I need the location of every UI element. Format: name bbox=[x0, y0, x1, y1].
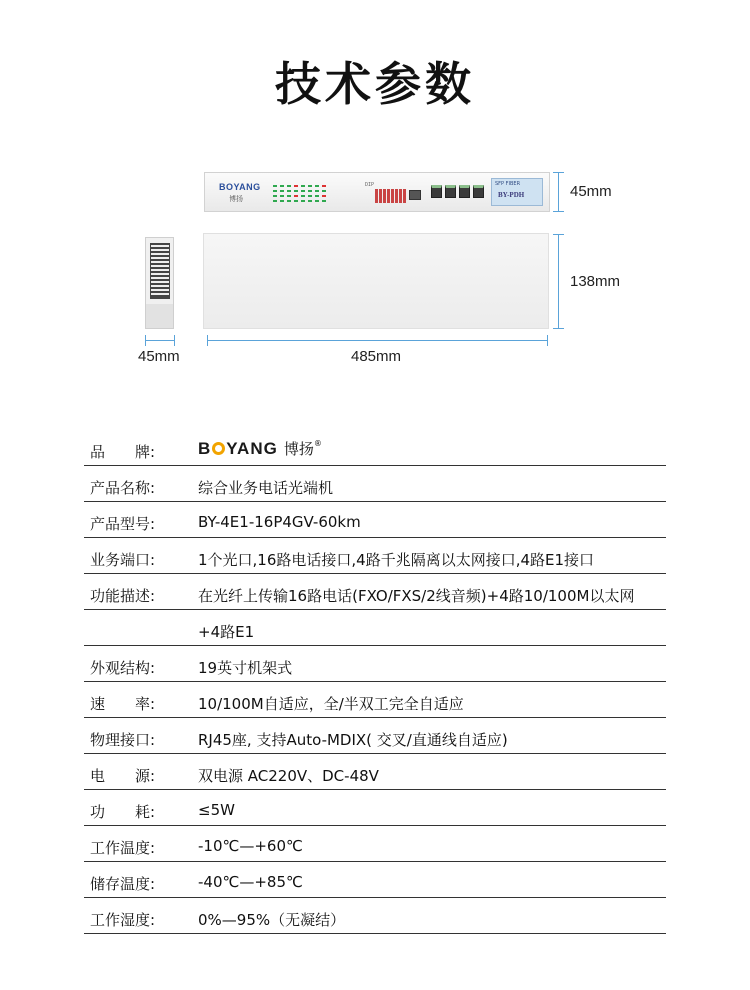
vent-slot bbox=[151, 289, 169, 291]
dip-switch-lever bbox=[391, 189, 394, 203]
spec-label: 物理接口: bbox=[90, 731, 156, 749]
dip-switch-lever bbox=[375, 189, 378, 203]
brand-name-prefix: B bbox=[198, 439, 212, 458]
status-led bbox=[294, 190, 298, 192]
dimension-tick bbox=[174, 335, 175, 346]
vent-slot bbox=[151, 249, 169, 251]
spec-label: 外观结构: bbox=[90, 659, 156, 677]
spec-value: -10℃—+60℃ bbox=[198, 837, 303, 855]
device-logo-cn: 博扬 bbox=[229, 195, 243, 203]
spec-label: 储存温度: bbox=[90, 875, 156, 893]
dimension-line-front-height bbox=[558, 172, 559, 212]
spec-value: BY-4E1-16P4GV-60km bbox=[198, 513, 361, 531]
status-led bbox=[294, 200, 298, 202]
status-led bbox=[322, 200, 326, 202]
vent-grille bbox=[150, 243, 170, 299]
status-led bbox=[273, 190, 277, 192]
dimension-tick bbox=[553, 328, 564, 329]
status-led bbox=[287, 190, 291, 192]
status-led bbox=[294, 185, 298, 187]
status-led bbox=[301, 195, 305, 197]
status-led-array bbox=[273, 185, 329, 205]
dimension-line-depth bbox=[558, 234, 559, 329]
vent-slot bbox=[151, 253, 169, 255]
spec-row bbox=[84, 538, 666, 574]
dimension-tick bbox=[145, 335, 146, 346]
device-logo: BOYANG bbox=[219, 182, 261, 192]
status-led bbox=[294, 195, 298, 197]
spec-label: 品 牌: bbox=[90, 443, 156, 461]
spec-value: 19英寸机架式 bbox=[198, 659, 293, 677]
brand-name-suffix: YANG bbox=[226, 439, 278, 458]
spec-value: +4路E1 bbox=[198, 623, 255, 641]
spec-value: 双电源 AC220V、DC-48V bbox=[198, 767, 379, 785]
dip-label: DIP bbox=[365, 182, 375, 188]
ethernet-port bbox=[459, 185, 470, 198]
dip-switch-lever bbox=[403, 189, 406, 203]
spec-value: 综合业务电话光端机 bbox=[198, 479, 334, 497]
spec-row bbox=[84, 754, 666, 790]
status-led bbox=[273, 185, 277, 187]
status-led bbox=[308, 200, 312, 202]
status-led bbox=[287, 195, 291, 197]
dimension-line-width bbox=[207, 340, 548, 341]
sticker-model: BY-PDH bbox=[498, 191, 525, 199]
dimension-tick bbox=[553, 172, 564, 173]
dip-switch-lever bbox=[383, 189, 386, 203]
status-led bbox=[315, 195, 319, 197]
status-led bbox=[301, 190, 305, 192]
status-led bbox=[287, 200, 291, 202]
spec-row bbox=[84, 862, 666, 898]
spec-row bbox=[84, 898, 666, 934]
status-led bbox=[280, 185, 284, 187]
spec-label: 速 率: bbox=[90, 695, 156, 713]
spec-table bbox=[84, 430, 666, 934]
spec-row bbox=[84, 430, 666, 466]
vent-slot bbox=[151, 281, 169, 283]
vent-slot bbox=[151, 269, 169, 271]
dip-switch bbox=[365, 182, 405, 205]
status-led bbox=[280, 190, 284, 192]
status-led bbox=[322, 195, 326, 197]
dimension-tick bbox=[207, 335, 208, 346]
status-led bbox=[308, 185, 312, 187]
status-led bbox=[308, 195, 312, 197]
device-top-view bbox=[203, 233, 549, 329]
spec-label: 产品名称: bbox=[90, 479, 156, 497]
spec-label: 电 源: bbox=[90, 767, 156, 785]
dimension-front-height: 45mm bbox=[570, 183, 612, 200]
dimension-tick bbox=[547, 335, 548, 346]
status-led bbox=[287, 185, 291, 187]
status-led bbox=[273, 200, 277, 202]
spec-row bbox=[84, 610, 666, 646]
registered-mark: ® bbox=[313, 439, 322, 448]
console-port bbox=[409, 190, 421, 200]
device-front-panel bbox=[204, 172, 550, 212]
vent-slot bbox=[151, 293, 169, 295]
spec-label: 业务端口: bbox=[90, 551, 156, 569]
spec-value: ≤5W bbox=[198, 801, 235, 819]
ethernet-port bbox=[473, 185, 484, 198]
ethernet-port bbox=[431, 185, 442, 198]
dip-switch-lever bbox=[395, 189, 398, 203]
page-title: 技术参数 bbox=[275, 57, 475, 111]
spec-label: 工作温度: bbox=[90, 839, 156, 857]
status-led bbox=[315, 200, 319, 202]
rack-bracket bbox=[146, 304, 173, 328]
status-led bbox=[322, 190, 326, 192]
sticker-text: SFP FIBER bbox=[495, 181, 521, 187]
vent-slot bbox=[151, 273, 169, 275]
dimension-tick bbox=[553, 211, 564, 212]
device-label-sticker bbox=[491, 178, 543, 206]
vent-slot bbox=[151, 265, 169, 267]
brand-ring-icon bbox=[212, 442, 225, 455]
dimension-side-height: 45mm bbox=[138, 348, 180, 365]
dimension-width: 485mm bbox=[351, 348, 402, 365]
dimension-depth: 138mm bbox=[570, 273, 621, 290]
spec-value: 在光纤上传输16路电话(FXO/FXS/2线音频)+4路10/100M以太网 bbox=[198, 587, 635, 605]
spec-value: 0%—95%（无凝结） bbox=[198, 911, 346, 929]
dip-switch-lever bbox=[387, 189, 390, 203]
status-led bbox=[322, 185, 326, 187]
spec-row bbox=[84, 574, 666, 610]
spec-row bbox=[84, 826, 666, 862]
status-led bbox=[280, 200, 284, 202]
spec-label: 工作湿度: bbox=[90, 911, 156, 929]
status-led bbox=[308, 190, 312, 192]
dip-switch-lever bbox=[399, 189, 402, 203]
spec-row bbox=[84, 502, 666, 538]
spec-row bbox=[84, 682, 666, 718]
status-led bbox=[301, 185, 305, 187]
status-led bbox=[280, 195, 284, 197]
vent-slot bbox=[151, 245, 169, 247]
vent-slot bbox=[151, 277, 169, 279]
spec-row bbox=[84, 466, 666, 502]
status-led bbox=[301, 200, 305, 202]
dip-switch-lever bbox=[379, 189, 382, 203]
brand-name-cn: 博扬 bbox=[283, 440, 314, 458]
spec-row bbox=[84, 718, 666, 754]
vent-slot bbox=[151, 285, 169, 287]
brand-logo bbox=[198, 438, 322, 459]
status-led bbox=[315, 190, 319, 192]
status-led bbox=[315, 185, 319, 187]
spec-value: 1个光口,16路电话接口,4路千兆隔离以太网接口,4路E1接口 bbox=[198, 551, 595, 569]
spec-row bbox=[84, 790, 666, 826]
spec-value: 10/100M自适应，全/半双工完全自适应 bbox=[198, 695, 464, 713]
device-side-view bbox=[145, 237, 174, 329]
spec-value: RJ45座, 支持Auto-MDIX( 交叉/直通线自适应) bbox=[198, 731, 508, 749]
spec-value: -40℃—+85℃ bbox=[198, 873, 303, 891]
dimension-line-side bbox=[145, 340, 175, 341]
spec-label: 产品型号: bbox=[90, 515, 156, 533]
vent-slot bbox=[151, 257, 169, 259]
spec-row bbox=[84, 646, 666, 682]
spec-label: 功能描述: bbox=[90, 587, 156, 605]
spec-label: 功 耗: bbox=[90, 803, 156, 821]
dimension-tick bbox=[553, 234, 564, 235]
vent-slot bbox=[151, 261, 169, 263]
ethernet-port bbox=[445, 185, 456, 198]
status-led bbox=[273, 195, 277, 197]
